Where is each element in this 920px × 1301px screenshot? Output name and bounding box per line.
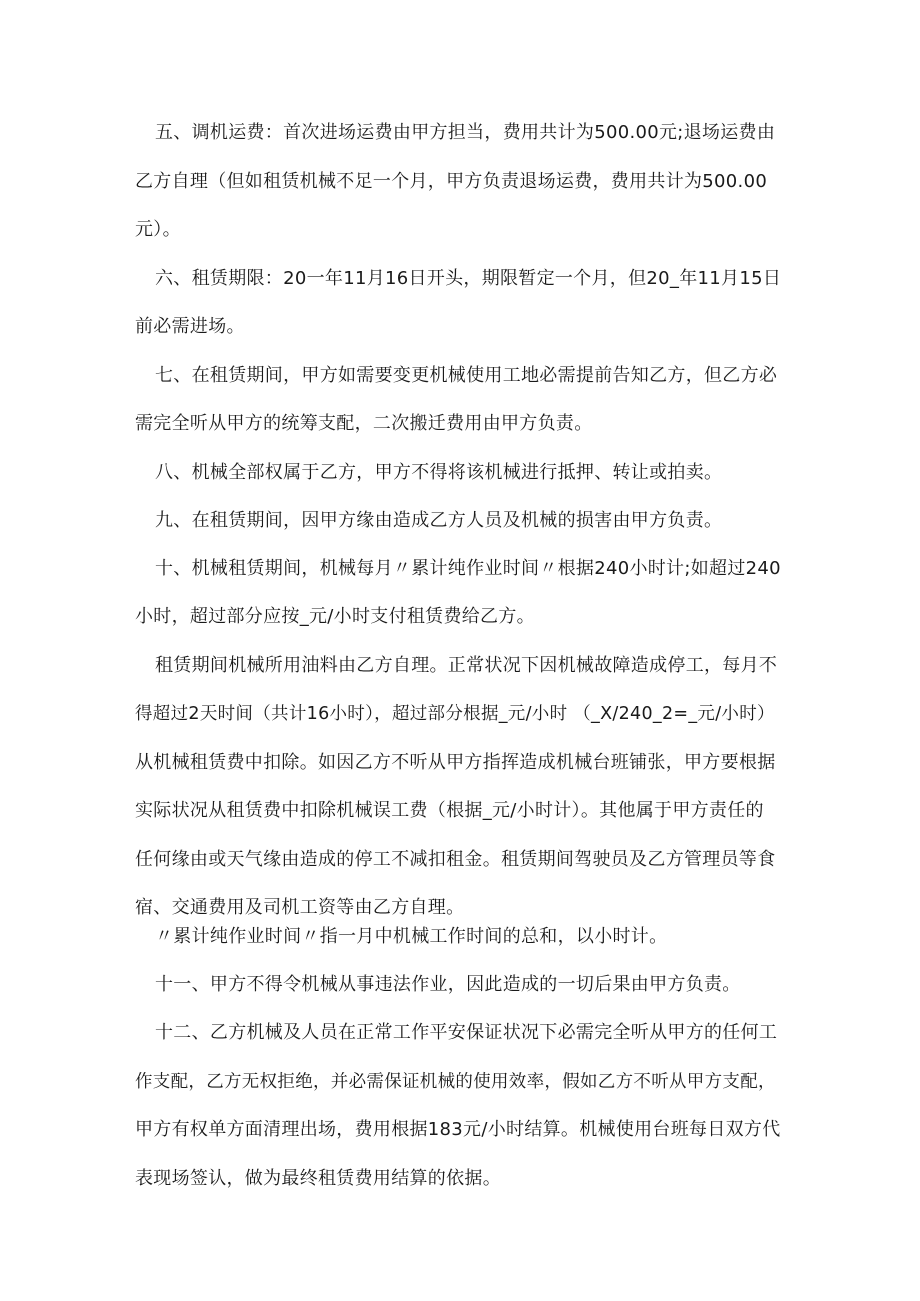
text-line: 九、在租赁期间，因甲方缘由造成乙方人员及机械的损害由甲方负责。	[155, 510, 723, 531]
text-line: 小时，超过部分应按_元/小时支付租赁费给乙方。	[135, 606, 535, 627]
text-line: 十一、甲方不得令机械从事违法作业，因此造成的一切后果由甲方负责。	[155, 974, 741, 995]
text-line: 元）。	[135, 219, 181, 240]
text-line: 表现场签认，做为最终租赁费用结算的依据。	[135, 1168, 501, 1189]
text-line: 作支配，乙方无权拒绝，并必需保证机械的使用效率，假如乙方不听从甲方支配，	[135, 1072, 776, 1092]
text-line: 前必需进场。	[135, 316, 245, 337]
text-line: 实际状况从租赁费中扣除机械误工费（根据_元/小时计）。其他属于甲方责任的	[135, 800, 764, 821]
text-line: 从机械租赁费中扣除。如因乙方不听从甲方指挥造成机械台班铺张，甲方要根据	[135, 752, 776, 773]
text-line: 得超过2天时间（共计16小时），超过部分根据_元/小时 （_X/240_2=_元/小时）	[135, 704, 775, 724]
text-line: 任何缘由或天气缘由造成的停工不减扣租金。租赁期间驾驶员及乙方管理员等食	[135, 849, 776, 870]
text-line: 十二、乙方机械及人员在正常工作平安保证状况下必需完全听从甲方的任何工	[155, 1022, 778, 1043]
text-line: 十、机械租赁期间，机械每月〃累计纯作业时间〃根据240小时计;如超过240	[155, 558, 781, 579]
text-line: 乙方自理（但如租赁机械不足一个月，甲方负责退场运费，费用共计为500.00	[135, 171, 768, 192]
text-line: 八、机械全部权属于乙方，甲方不得将该机械进行抵押、转让或拍卖。	[155, 462, 723, 483]
text-line: 需完全听从甲方的统筹支配，二次搬迁费用由甲方负责。	[135, 413, 593, 434]
text-line: 〃累计纯作业时间〃指一月中机械工作时间的总和，以小时计。	[155, 926, 668, 947]
text-line: 七、在租赁期间，甲方如需要变更机械使用工地必需提前告知乙方，但乙方必	[155, 365, 778, 386]
text-line: 宿、交通费用及司机工资等由乙方自理。	[135, 897, 465, 918]
text-line: 六、租赁期限：20一年11月16日开头，期限暂定一个月，但20_年11月15日	[155, 268, 782, 289]
text-line: 租赁期间机械所用油料由乙方自理。正常状况下因机械故障造成停工，每月不	[155, 655, 778, 676]
text-line: 五、调机运费：首次进场运费由甲方担当，费用共计为500.00元;退场运费由	[155, 122, 776, 143]
text-line: 甲方有权单方面清理出场，费用根据183元/小时结算。机械使用台班每日双方代	[135, 1119, 781, 1140]
